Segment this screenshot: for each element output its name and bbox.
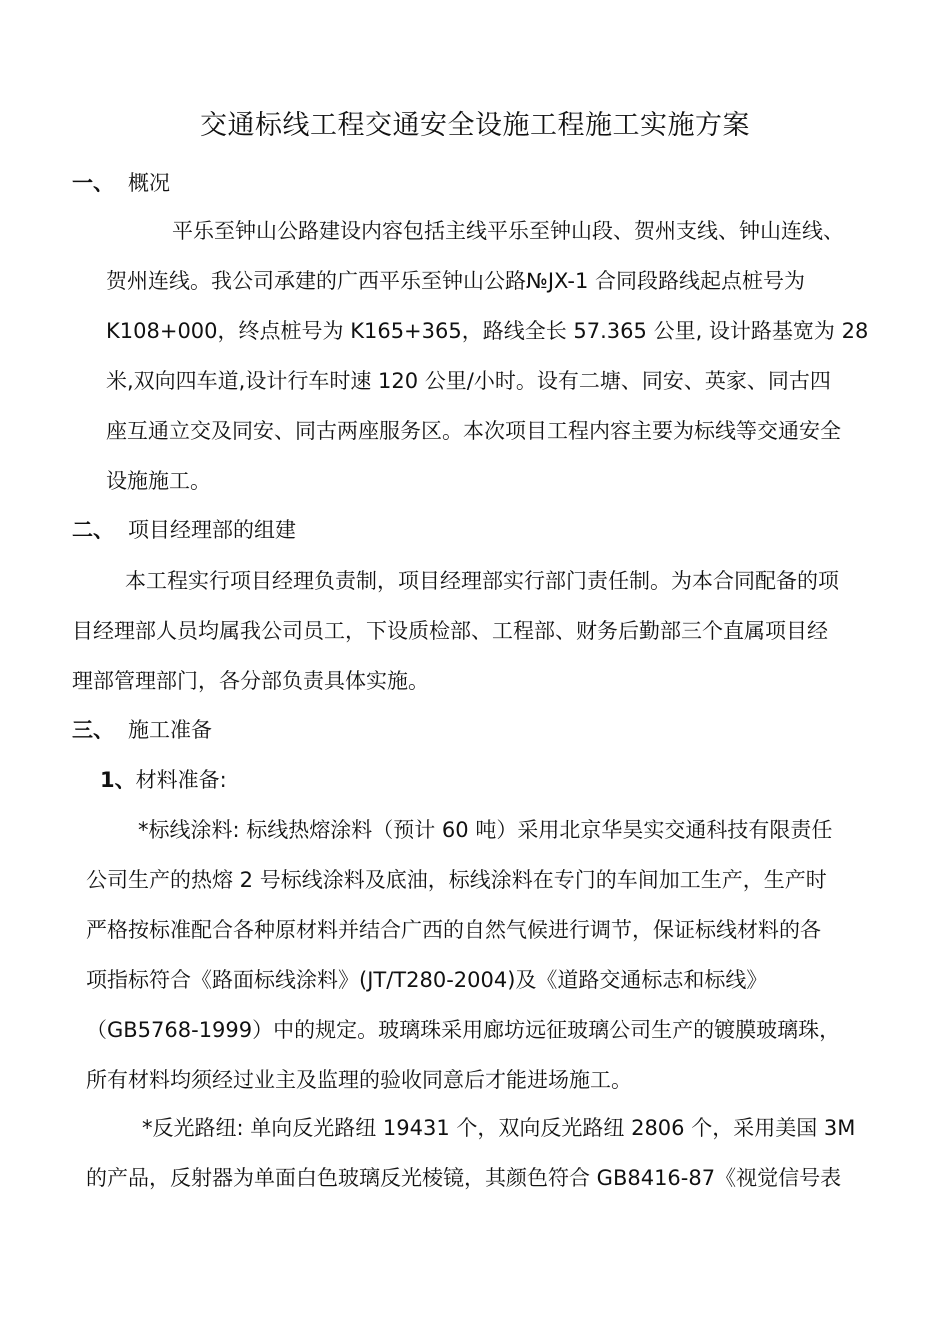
paragraph-line: 目经理部人员均属我公司员工，下设质检部、工程部、财务后勤部三个直属项目经 [72,619,828,643]
paragraph-line: *标线涂料: 标线热熔涂料（预计 60 吨）采用北京华昊实交通科技有限责任 [138,818,833,842]
section-title: 概况 [128,171,170,195]
section-number: 一、 [72,171,114,195]
paragraph-line: 项指标符合《路面标线涂料》(JT/T280-2004)及《道路交通标志和标线》 [86,968,768,992]
subsection-title: 材料准备: [135,768,227,792]
paragraph-line: （GB5768-1999）中的规定。玻璃珠采用廊坊远征玻璃公司生产的镀膜玻璃珠， [86,1018,841,1042]
section-heading-overview [72,167,170,199]
paragraph-line: 本工程实行项目经理负责制，项目经理部实行部门责任制。为本合同配备的项 [125,569,839,593]
paragraph-line: 米,双向四车道,设计行车时速 120 公里/小时。设有二塘、同安、英家、同古四 [106,369,831,393]
section-heading-management [72,514,296,546]
section-heading-preparation [72,714,212,746]
paragraph-line: 严格按标准配合各种原材料并结合广西的自然气候进行调节，保证标线材料的各 [86,918,821,942]
paragraph-line: 贺州连线。我公司承建的广西平乐至钟山公路№JX-1 合同段路线起点桩号为 [106,269,805,293]
section-title: 施工准备 [128,718,212,742]
paragraph-line: 所有材料均须经过业主及监理的验收同意后才能进场施工。 [86,1068,632,1092]
section-number: 三、 [72,718,114,742]
document-title: 交通标线工程交通安全设施工程施工实施方案 [200,110,750,141]
paragraph-line: 公司生产的热熔 2 号标线涂料及底油，标线涂料在专门的车间加工生产，生产时 [86,868,827,892]
paragraph-line: 的产品，反射器为单面白色玻璃反光棱镜，其颜色符合 GB8416-87《视觉信号表 [86,1166,842,1190]
subsection-number: 1、 [100,768,136,792]
paragraph-line: 座互通立交及同安、同古两座服务区。本次项目工程内容主要为标线等交通安全 [106,419,841,443]
paragraph-line: 平乐至钟山公路建设内容包括主线平乐至钟山段、贺州支线、钟山连线、 [172,219,844,243]
subsection-heading-materials [100,764,227,796]
section-title: 项目经理部的组建 [128,518,296,542]
paragraph-line: K108+000，终点桩号为 K165+365，路线全长 57.365 公里, 设计路基宽为 28 [106,319,869,343]
paragraph-line: *反光路纽: 单向反光路纽 19431 个，双向反光路纽 2806 个，采用美国 3M [142,1116,856,1140]
paragraph-line: 理部管理部门，各分部负责具体实施。 [72,669,429,693]
section-number: 二、 [72,518,114,542]
paragraph-line: 设施施工。 [106,469,211,493]
